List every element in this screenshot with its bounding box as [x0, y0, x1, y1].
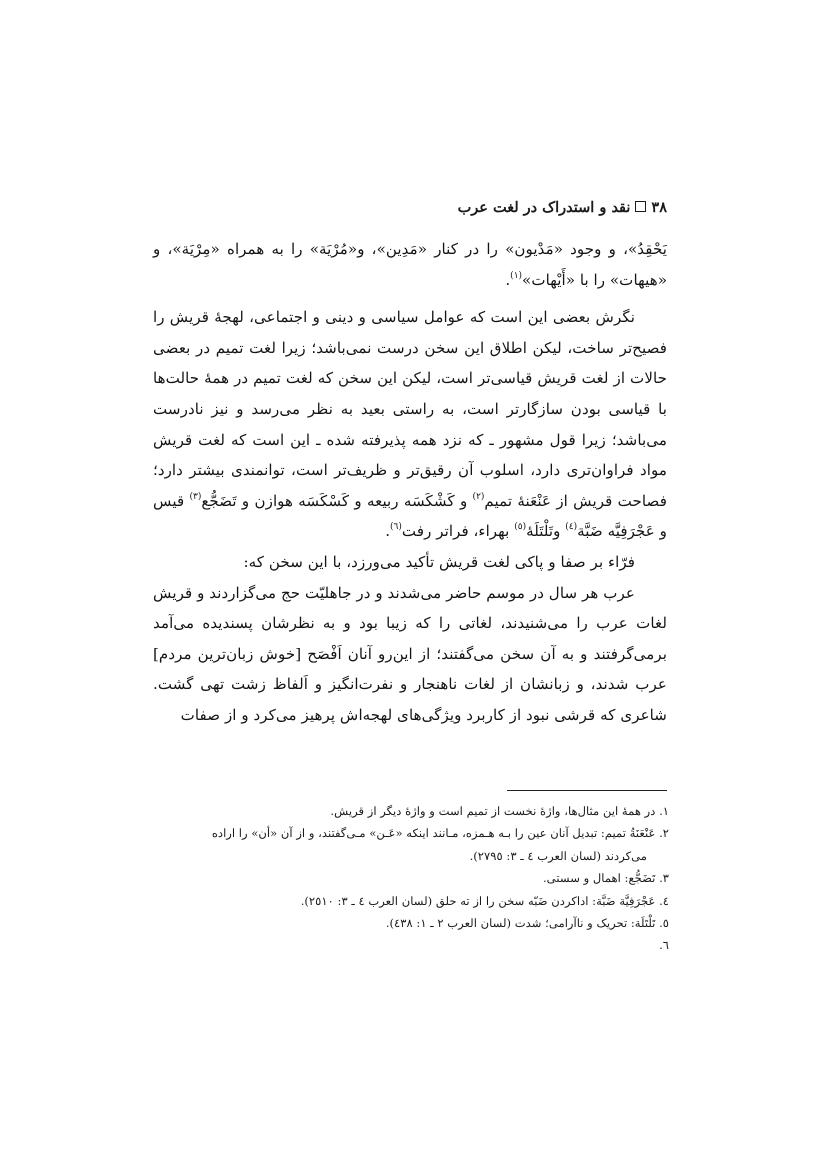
running-header — [153, 199, 667, 216]
paragraph-2-text-c: قیس و عَجْرَفِيَّه ضَبَّة — [153, 491, 667, 541]
paragraph-1 — [153, 234, 667, 295]
paragraph-2-text-d: وتَلْتَلَهٔ — [526, 522, 566, 541]
page-number: ۳۸ — [651, 199, 667, 216]
paragraph-4: عرب هر سال در موسم حاضر می‌شدند و در جاهلیّت حج می‌گزاردند و قریش لغات عرب را می‌شنیدند، لغاتی را که زیبا بود و به نظرشان پسندیده می‌آمد برمی‌گرفتند و به آن سخن می‌گفتند؛ از این‌رو آنان اَفْصَح [خوش زبان‌ترین مردم] عرب شدند، و زبانشان از لغات ناهنجار و نفرت‌انگیز و اَلفاظ زشت تهی گشت. شاعری که قرشی نبود از کاربرد ویژگی‌های لهجه‌اش پرهیز می‌کرد و از صفات — [153, 583, 667, 724]
footnote-2-continuation: می‌کردند (لسان العرب ٤ ـ ٣: ٢٧٩٥). — [469, 848, 647, 863]
footnote-ref-1: (١) — [510, 270, 523, 281]
footnote-ref-5: (٥) — [514, 522, 527, 533]
footnote-ref-6: (٦) — [390, 522, 402, 533]
footnote-2: ٢. عَنْعَنَةُ تمیم: تبدیل آنان عین را بـه هـمزه، مـانند اینکه «عَـن» مـی‌گفتند، و از آن «أن» را اراده — [211, 826, 669, 841]
footnote-separator — [507, 790, 667, 791]
paragraph-2 — [153, 302, 667, 547]
footnote-ref-2: (٢) — [472, 491, 485, 502]
paragraph-1-end: . — [505, 270, 511, 289]
footnote-ref-3: (٣) — [189, 491, 202, 502]
footnote-5: ٥. تَلْتَلَة: تحریک و ناآرامی؛ شدت (لسان العرب ٢ ـ ١: ٤٣٨). — [385, 916, 669, 931]
running-title: نقد و استدراک در لغت عرب — [457, 199, 631, 216]
paragraph-3: فرّاء بر صفا و پاکی لغت قریش تأکید می‌ورزد، با این سخن که: — [243, 552, 635, 571]
paragraph-1-text: يَحْقِدُ»، و وجود «مَدْيون» را در کنار «مَدِين»، و«مُرْيَة» را به همراه «مِرْيَة»، و «هيهات» را با «أَيْهات» — [153, 240, 667, 289]
footnote-3: ٣. تَضَجُّع: اهمال و سستی. — [543, 871, 669, 886]
square-icon — [635, 201, 646, 212]
footnote-1: ١. در همهٔ این مثال‌ها، واژهٔ نخست از تمیم است و واژهٔ دیگر از قریش. — [330, 804, 669, 818]
paragraph-2-text-e: بهراء، فراتر رفت — [401, 522, 515, 541]
paragraph-2-text-b: و کَشْکَسَه ربیعه و کَسْکَسَه هوازن و تَضَجُّع — [201, 491, 473, 510]
footnotes — [153, 800, 669, 957]
paragraph-2-text-a: نگرش بعضی این است که عوامل سیاسی و دینی و اجتماعی، لهجهٔ قریش را فصیح‌تر ساخت، لیکن اطلاق این سخن درست نمی‌باشد؛ زیرا لغت تمیم در بعضی حالات از لغت قریش قیاسی‌تر است، لیکن این سخن که لغت تمیم در همهٔ حالت‌ها با قیاسی بودن سازگارتر است، به راستی بعید به نظر می‌رسد و نیز نادرست می‌باشد؛ زیرا قول مشهور ـ که نزد همه پذیرفته شده ـ این است که لغت قریش مواد فراوان‌تری دارد، اسلوب آن رقیق‌تر و ظریف‌تر است، توانمندی بیشتر دارد؛ فصاحت قریش از عَنْعَنهٔ تمیم — [153, 308, 667, 510]
body-text — [153, 234, 667, 731]
footnote-6: ٦. — [659, 938, 669, 953]
footnote-ref-4: (٤) — [565, 522, 578, 533]
footnote-4: ٤. عَجْرَفِيَّة ضَبَّة: اداکردن ضَبّه سخن را از ته حلق (لسان العرب ٤ ـ ٣: ٢٥١٠). — [300, 893, 669, 908]
paragraph-2-end: . — [385, 522, 391, 541]
